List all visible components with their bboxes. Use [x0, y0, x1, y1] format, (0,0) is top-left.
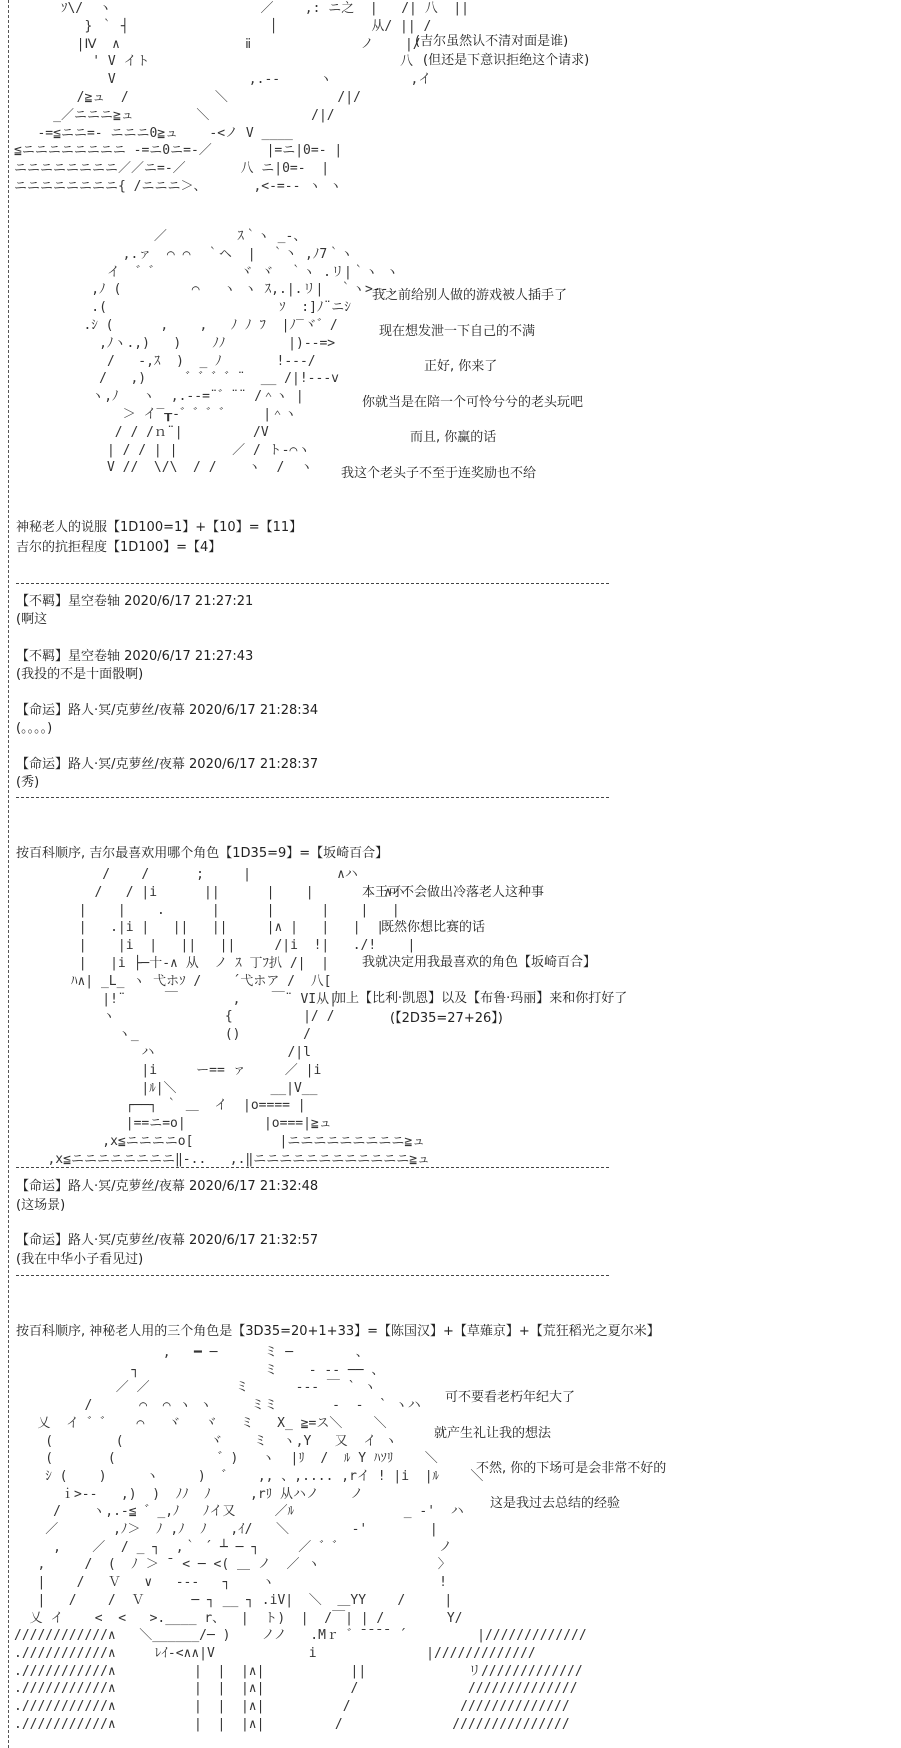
comment-meta: 【不羁】星空卷轴 2020/6/17 21:27:43: [16, 649, 254, 664]
ascii-art-1: ｿ\/ ヽ ／ ,: ニ之 | /| 八 || } ｀ ┤ │ 从/ || / |Ⅳ ∧ ⅱ ノ |/ ' V イト 八 V ,.-- ヽ ,イ /≧ュ / ＼ /|/ _／ニニニ≧ュ ＼ /|/ -=≦ニニ=- ニニニ0≧ュ -<ノ V ____ ≦ニニニニニニニニ -=ニ0ニ=-／ |=ニ|0=- | ニニニニニニニニ／／ニ=-／ 八 ニ|0=- | ニニニニニニニニ{ /ニニニ＞、 ,<-=-- ヽ ヽ: [14, 1, 470, 194]
comment-meta: 【命运】路人·冥/克萝丝/夜幕 2020/6/17 21:32:57: [16, 1233, 319, 1248]
dialogue-line: (【2D35=27+26】): [390, 1011, 503, 1026]
comment-text: (。。。。): [16, 721, 53, 736]
ascii-art-3: / / ; | ∧ハ / / |i || | | ∧ハ | | . | | | | | | .|i | || || |∧ | | | | | |i | || || /|i !| ./! | | |i ├─十‐∧ 从 ノ ｽ 丁ﾌ扒 /| | ﾊ∧| _L_ ヽ 弋ホｿ / ´弋ホア / 八[ |!¨ ￣ , ￣¨ VI从| ヽ { |/ / ヽ_ () / ハ /|l |i ー== ァ ／ |i |ﾙ|＼ __|V__ ┌──┐ ｀ ＿ イ |o==== | |==ニ=o| |o===|≧ュ ,x≦ニニニニo[ |ニニニニニニニニニ≧ュ ,x≦ニニニニニニニニ‖-.. ,.‖ニニニニニニニニニニニニ≧ュ: [47, 867, 431, 1167]
dialogue-line: (但还是下意识拒绝这个请求): [423, 53, 590, 68]
comment-text: (这场景): [16, 1198, 66, 1213]
ascii-art-4: , ━ ─ ミ ─ 、 ┐ ミ - -- ── 、 ／ ／ ミ --- ￣ ` ヽ / ⌒ ⌒ ヽ ヽ ミミ ‐ ‐ ` ヽハ 乂 イ ゛゛ ⌒ ヾ ヾ ミ X_ ≧=ス＼ ＼ ( ( ヾ ミ ヽ,Y 又 イ ヽ ( ( ゛) ヽ |ﾘ / ﾙ Y ﾊｿﾘ ＼ ｼ ( ) ヽ ) ゛ ,, 、,.... ,rイ ! |i |ﾙ ＼ ｉ>-- ,) ) ﾉﾉ ﾉ ,rﾘ 从ハノ ノ / ヽ,.-≦ ゛_,ﾉ ﾉイ又 ／ﾙ _ -' ハ ／ ,ﾉ＞ ﾉ ,ﾉ ﾉ ,ｲ/ ＼ -' | , ／ / _ ┐ ,｀ ´ ┴ ─ ┐ ／ ゛゛ ノ , / ( ﾉ ＞ ¯ < ─ <( ＿ ノ ／ ヽ 〉 | / Ｖ ∨ --- ┐ ヽ ! | / / Ｖ ─ ┐ __ ┐ .iV| ＼ ＿YY / | 乂 イ < < >.____ r、 | ト) | /￣| | / Y/ ////////////∧ ＼______/─ ) ノノ .Mｒ ゛¯¯¯¯ ´ |///////////// .///////////∧ ﾚｲ-<∧∧|V i |///////////// .///////////∧ | | |∧| || リ///////////// .///////////∧ | | |∧| / ////////////// .///////////∧ | | |∧| / ////////////// .///////////∧ | | |∧| / ///////////////: [14, 1345, 587, 1732]
dialogue-line: 本王可不会做出冷落老人这种事: [362, 885, 545, 900]
dice-line: 吉尔的抗拒程度【1D100】=【4】: [16, 540, 222, 555]
dialogue-line: 正好, 你来了: [424, 359, 498, 374]
dialogue-line: (吉尔虽然认不清对面是谁): [415, 34, 569, 49]
dialogue-line: 这是我过去总结的经验: [490, 1496, 621, 1511]
dialogue-line: 而且, 你赢的话: [410, 430, 497, 445]
dialogue-line: 既然你想比赛的话: [381, 920, 486, 935]
dice-line: 神秘老人的说服【1D100=1】+【10】=【11】: [16, 520, 303, 535]
separator: [16, 797, 609, 798]
comment-meta: 【命运】路人·冥/克萝丝/夜幕 2020/6/17 21:28:37: [16, 757, 319, 772]
comment-text: (秀): [16, 775, 40, 790]
dialogue-line: 我之前给别人做的游戏被人插手了: [372, 288, 568, 303]
comment-text: (啊这: [16, 612, 48, 627]
ascii-art-2: ／ ｽ｀ヽ _-、 ,.ァ ⌒ ⌒ ｀ヘ | ｀丶 ,ﾉ7｀ヽ イ ゛゛ ヾ ヾ ｀ヽ .リ|｀ヽ ヽ ,ﾉ ( ⌒ ヽ ヽ ｽ,.|.リ| ｀ヽ>--、 .( ｿ :]ﾉ¨ニｼ .ｼ ( , , ﾉ ﾉ ﾌ |ﾉ‾ヾ゛/ ,ﾉヽ.,) ) ﾉﾉ |)--=> / -,ｽ ) _ ﾉ !--‐/ / ,) ゛゛゛゛¨ __ /|!--‐v ヽ,ﾉ ヽ ,.--=¨゛¨¨ /＾ヽ | ＞ イ‾┰‐゛゛゛゛ |＾ヽ / / /ｎ¨| /V | / / | | ／ / ト‐⌒ヽ V // \/\ / / ヽ / ヽ: [83, 229, 402, 476]
comment-meta: 【不羁】星空卷轴 2020/6/17 21:27:21: [16, 594, 254, 609]
comment-text: (我在中华小子看见过): [16, 1252, 144, 1267]
dice-heading-2: 按百科顺序, 吉尔最喜欢用哪个角色【1D35=9】=【坂崎百合】: [16, 846, 389, 861]
comment-meta: 【命运】路人·冥/克萝丝/夜幕 2020/6/17 21:28:34: [16, 703, 319, 718]
comment-text: (我投的不是十面骰啊): [16, 667, 144, 682]
comment-meta: 【命运】路人·冥/克萝丝/夜幕 2020/6/17 21:32:48: [16, 1179, 319, 1194]
dialogue-line: 我这个老头子不至于连奖励也不给: [341, 466, 537, 481]
dialogue-line: 就产生礼让我的想法: [434, 1426, 552, 1441]
separator: [16, 1167, 609, 1168]
dialogue-line: 可不要看老朽年纪大了: [445, 1390, 576, 1405]
dialogue-line: 现在想发泄一下自己的不满: [379, 324, 536, 339]
left-dashed-border: [8, 0, 9, 1748]
dialogue-line: 我就决定用我最喜欢的角色【坂崎百合】: [362, 955, 597, 970]
separator: [16, 583, 609, 584]
dice-heading-3: 按百科顺序, 神秘老人用的三个角色是【3D35=20+1+33】=【陈国汉】+【草薙京】+【荒狂稻光之夏尔米】: [16, 1324, 660, 1339]
dialogue-line: 加上【比利·凯恩】以及【布鲁·玛丽】来和你打好了: [333, 991, 628, 1006]
dialogue-line: 不然, 你的下场可是会非常不好的: [476, 1461, 667, 1476]
dialogue-line: 你就当是在陪一个可怜兮兮的老头玩吧: [362, 395, 584, 410]
separator: [16, 1275, 609, 1276]
